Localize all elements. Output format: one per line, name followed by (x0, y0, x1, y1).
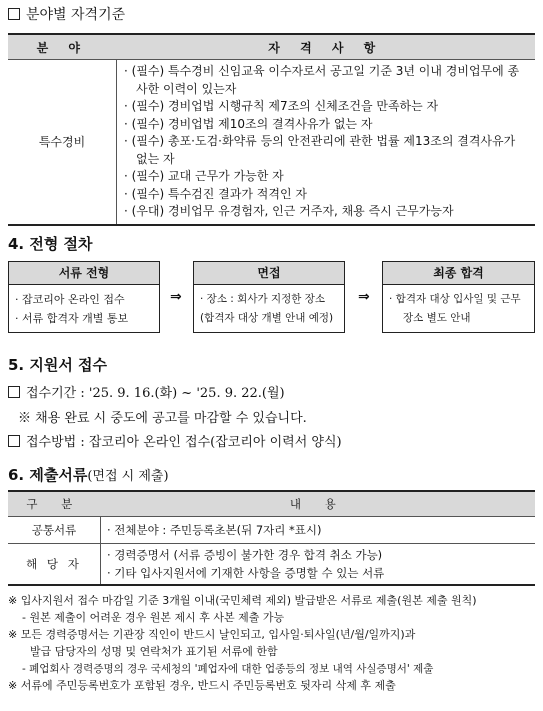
step-line: · 잡코리아 온라인 접수 (15, 293, 125, 306)
requirement-item: · (필수) 특수검진 결과가 적격인 자 (124, 186, 530, 204)
requirements-cell (117, 60, 536, 225)
process-step-document (8, 261, 160, 333)
early-close-note: ※ 채용 완료 시 중도에 공고를 마감할 수 있습니다. (18, 411, 307, 426)
documents-table (8, 490, 535, 586)
row-item: · 경력증명서 (서류 증빙이 불가한 경우 합격 취소 가능) (107, 548, 383, 562)
step-title: 최종 합격 (383, 262, 534, 285)
note-line: - 원본 제출이 어려운 경우 원본 제시 후 사본 제출 가능 (22, 611, 285, 624)
period-text: 접수기간 : '25. 9. 16.(화) ~ '25. 9. 22.(월) (26, 386, 285, 401)
requirement-item: · (필수) 교대 근무가 가능한 자 (124, 168, 530, 186)
arrow-right-icon: ⇒ (170, 289, 182, 305)
row-category: 공통서류 (8, 517, 101, 544)
step-title: 서류 전형 (9, 262, 159, 285)
requirement-item: · (필수) 특수경비 신임교육 이수자로서 공고일 기준 3년 이내 경비업무에 종사한 이력이 있는자 (124, 63, 530, 98)
note-line: - 폐업회사 경력증명의 경우 국세청의 '폐업자에 대한 업종등의 정보 내역 사실증명서' 제출 (22, 663, 434, 675)
section4-title: 4. 전형 절차 (8, 235, 93, 253)
requirement-item: · (필수) 총포·도검·화약류 등의 안전관리에 관한 법률 제13조의 결격사유가 없는 자 (124, 133, 530, 168)
checkbox-square-icon (8, 435, 20, 447)
step-line: · 합격자 대상 입사일 및 근무 (389, 293, 521, 305)
row-item: · 전체분야 : 주민등록초본(뒤 7자리 *표시) (101, 517, 536, 544)
row-items (101, 544, 536, 586)
section-title: 분야별 자격기준 (26, 7, 126, 23)
note-line: ※ 입사지원서 접수 마감일 기준 3개월 이내(국민체력 제외) 발급받은 서류로 제출(원본 제출 원칙) (8, 594, 477, 607)
step-line: 장소 별도 안내 (403, 312, 471, 324)
step-line: (합격자 대상 개별 안내 예정) (200, 312, 334, 324)
step-title: 면접 (194, 262, 344, 285)
table-row (8, 544, 535, 586)
note-line: ※ 서류에 주민등록번호가 포함된 경우, 반드시 주민등록번호 뒷자리 삭제 후 제출 (8, 679, 396, 692)
table-row (8, 517, 535, 544)
method-text: 접수방법 : 잡코리아 온라인 접수(잡코리아 이력서 양식) (26, 435, 342, 450)
requirement-list (118, 61, 534, 223)
row-category: 해 당 자 (8, 544, 101, 586)
section-field-criteria-heading (8, 4, 125, 24)
requirement-item: · (우대) 경비업무 유경험자, 인근 거주자, 채용 즉시 근무가능자 (124, 203, 530, 221)
arrow-right-icon: ⇒ (358, 289, 370, 305)
header-category: 구 분 (8, 491, 101, 517)
row-item: · 기타 입사지원서에 기재한 사항을 증명할 수 있는 서류 (107, 566, 385, 580)
note-line: ※ 모든 경력증명서는 기관장 직인이 반드시 날인되고, 입사일·퇴사일(년/월/일까지)과 (8, 628, 416, 641)
step-line: · 장소 : 회사가 지정한 장소 (200, 293, 325, 305)
header-field: 분 야 (8, 34, 117, 60)
section6-title: 6. 제출서류 (8, 466, 88, 484)
checkbox-square-icon (8, 386, 20, 398)
requirement-item: · (필수) 경비업법 제10조의 결격사유가 없는 자 (124, 116, 530, 134)
step-line: · 서류 합격자 개별 통보 (15, 312, 129, 325)
note-line: 발급 담당자의 성명 및 연락처가 표기된 서류에 한함 (30, 645, 278, 658)
header-content: 내 용 (101, 491, 536, 517)
header-qualification: 자 격 사 항 (117, 34, 536, 60)
category-cell: 특수경비 (8, 60, 117, 225)
section6-subtitle: (면접 시 제출) (87, 469, 169, 484)
qualification-table (8, 33, 535, 226)
section6-heading (8, 464, 169, 485)
requirement-item: · (필수) 경비업법 시행규칙 제7조의 신체조건을 만족하는 자 (124, 98, 530, 116)
section5-title: 5. 지원서 접수 (8, 356, 108, 374)
process-step-interview (193, 261, 345, 333)
application-period (8, 382, 285, 401)
process-step-final (382, 261, 535, 333)
application-method (8, 431, 342, 450)
checkbox-square-icon (8, 8, 20, 20)
